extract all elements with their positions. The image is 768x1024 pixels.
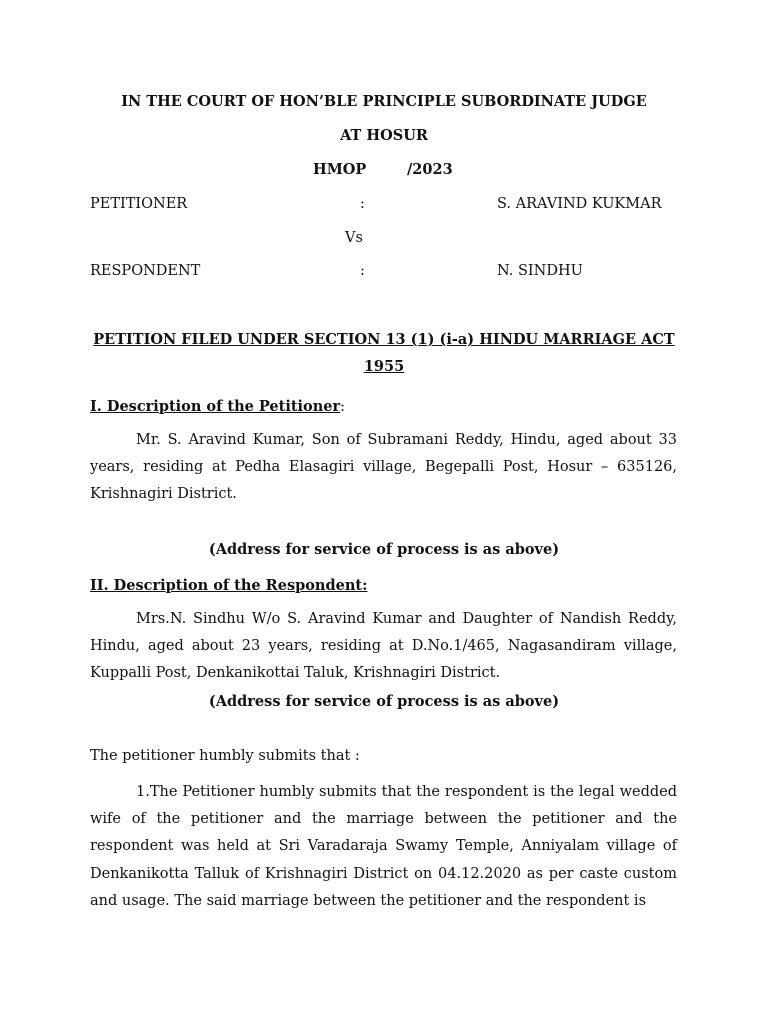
petitioner-description: Mr. S. Aravind Kumar, Son of Subramani Reddy, Hindu, aged about 33 years, residing at Pedha Elasagiri village, Begepalli Post, Hosur – 635126, Krishnagiri District. — [90, 432, 677, 503]
respondent-address-note: (Address for service of process is as above) — [208, 693, 560, 710]
petition-title-line1: PETITION FILED UNDER SECTION 13 (1) (i-a) HINDU MARRIAGE ACT — [93, 331, 675, 348]
petition-title-line2: 1955 — [363, 358, 405, 375]
petitioner-name: S. ARAVIND KUKMAR — [497, 196, 662, 212]
section-petitioner-heading-wrap — [90, 398, 345, 415]
petitioner-address-note: (Address for service of process is as above) — [208, 541, 560, 558]
case-prefix: HMOP — [313, 161, 367, 178]
submission-intro: The petitioner humbly submits that : — [90, 748, 360, 764]
respondent-label: RESPONDENT — [90, 263, 201, 279]
case-year: /2023 — [407, 161, 453, 178]
section-respondent-heading: II. Description of the Respondent: — [90, 577, 368, 594]
respondent-description: Mrs.N. Sindhu W/o S. Aravind Kumar and Daughter of Nandish Reddy, Hindu, aged about 23 years, residing at D.No.1/465, Nagasandiram village, Kuppalli Post, Denkanikottai Taluk, Krishnagiri District. — [90, 611, 677, 682]
submission-paragraph-1: 1.The Petitioner humbly submits that the respondent is the legal wedded wife of the petitioner and the marriage between the petitioner and the respondent was held at Sri Varadaraja Swamy Temple, Anniyalam village of Denkanikotta Talluk of Krishnagiri District on 04.12.2020 as per caste custom and usage. The said marriage between the petitioner and the respondent is — [90, 784, 677, 909]
court-heading: IN THE COURT OF HON’BLE PRINCIPLE SUBORDINATE JUDGE — [121, 93, 647, 110]
section-petitioner-heading: I. Description of the Petitioner — [90, 398, 341, 415]
court-place: AT HOSUR — [340, 127, 428, 144]
versus-label: Vs — [345, 230, 363, 246]
petitioner-label: PETITIONER — [90, 196, 188, 212]
petitioner-colon: : — [360, 196, 365, 212]
respondent-name: N. SINDHU — [497, 263, 583, 279]
section-petitioner-colon: : — [340, 399, 346, 415]
respondent-colon: : — [360, 263, 365, 279]
